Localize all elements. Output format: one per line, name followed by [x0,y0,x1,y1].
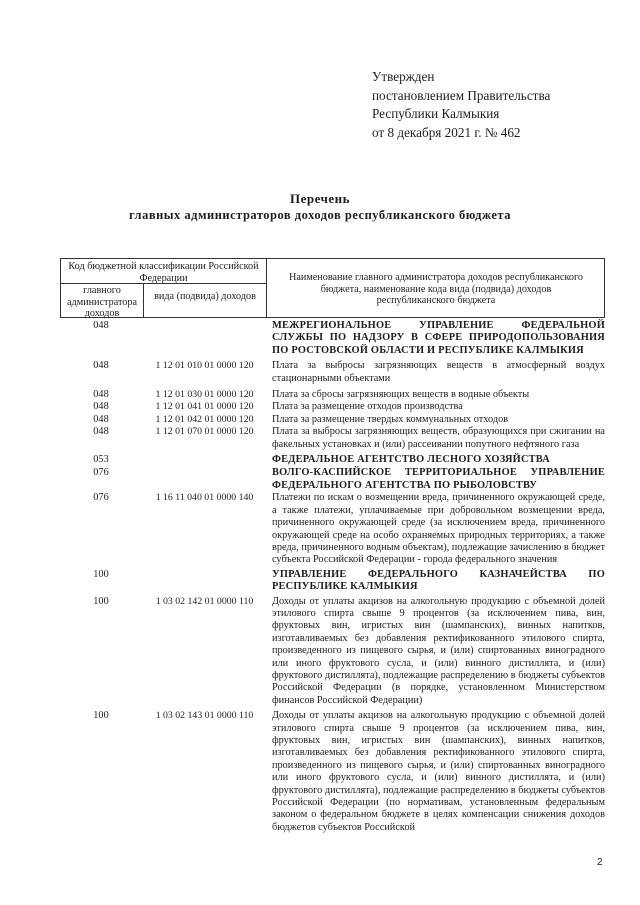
income-code: 1 12 01 030 01 0000 120 [155,389,254,401]
admin-code: 048 [93,413,109,425]
admin-code: 048 [93,320,109,331]
header-col-code: вида (подвида) доходов [154,291,256,302]
income-description: Доходы от уплаты акцизов на алкогольную продукцию с объемной долей этилового спирта свыше 9 процентов (за исключением пива, вин, фруктовых вин, игристых вин (шампанских), винных напитков, изготавливаемых без добавления ректификованного этилового спирта, произведенного из пищевого сырья, и (или) спиртованных виноградного или иного фруктового сусла, и (или) винного дистиллята, и (или) фруктового дистиллята), подлежащие распределению в бюджеты субъектов Российской Федерации (по нормативам, установленным федеральным законом о федеральном бюджете в целях компенсации снижения доходов бюджетов субъектов Российской [272,710,605,833]
approval-date-line: от 8 декабря 2021 г. № 462 [372,124,521,140]
page-number: 2 [597,857,603,868]
approval-line: постановлением Правительства [372,87,551,103]
admin-code: 076 [93,492,109,504]
income-description: Платежи по искам о возмещении вреда, причиненного окружающей среде, а также платежи, уплачиваемые при добровольном возмещении вреда, причиненного окружающей среде (за исключением вреда, причиненного окружающей среде на особо охраняемых природных территориях, а также вреда, причиненного водным объектам), подлежащие зачислению в бюджет субъекта Российской Федерации - города федерального значения [272,492,605,566]
income-code: 1 12 01 042 01 0000 120 [155,413,254,425]
administrator-name: УПРАВЛЕНИЕ ФЕДЕРАЛЬНОГО КАЗНАЧЕЙСТВА ПО РЕСПУБЛИКЕ КАЛМЫКИЯ [272,568,605,593]
income-description: Плата за сбросы загрязняющих веществ в водные объекты [272,389,530,401]
document-title: Перечень [289,191,351,206]
approval-line: Утвержден [372,69,435,84]
table-body [60,320,605,836]
income-code: 1 03 02 142 01 0000 110 [155,595,254,607]
income-description: Плата за размещение отходов производства [272,401,463,413]
table-row [60,401,605,413]
admin-code: 048 [93,360,109,372]
approval-block [372,68,550,142]
table-row [60,710,605,834]
table-row [60,467,605,492]
admin-code: 048 [93,426,109,438]
header-divider [266,259,267,317]
administrator-name: ВОЛГО-КАСПИЙСКОЕ ТЕРРИТОРИАЛЬНОЕ УПРАВЛЕНИЕ ФЕДЕРАЛЬНОГО АГЕНТСТВА ПО РЫБОЛОВСТВУ [272,467,605,491]
table-row [60,360,605,385]
header-col-admin: главного администратора доходов [67,285,137,319]
header-code-group: Код бюджетной классификации Российской Федерации [68,261,259,284]
admin-code: 076 [93,467,109,479]
income-description: Плата за размещение твердых коммунальных отходов [272,413,509,425]
income-code: 1 12 01 010 01 0000 120 [155,360,254,372]
table-row [60,389,605,401]
table-row [60,596,605,708]
income-code: 1 16 11 040 01 0000 140 [155,492,254,504]
table-row [60,414,605,426]
income-code: 1 12 01 041 01 0000 120 [155,401,254,413]
document-subtitle: главных администраторов доходов республиканского бюджета [129,208,511,222]
admin-code: 048 [93,401,109,413]
admin-code: 048 [93,389,109,401]
income-code: 1 12 01 070 01 0000 120 [155,426,254,438]
table-row [60,426,605,451]
admin-code: 100 [93,595,109,607]
admin-code: 100 [93,710,109,722]
header-divider [61,283,266,284]
administrator-name: ФЕДЕРАЛЬНОЕ АГЕНТСТВО ЛЕСНОГО ХОЗЯЙСТВА [272,454,550,466]
table-row [60,320,605,357]
table-row [60,454,605,466]
administrator-name: МЕЖРЕГИОНАЛЬНОЕ УПРАВЛЕНИЕ ФЕДЕРАЛЬНОЙ СЛУЖБЫ ПО НАДЗОРУ В СФЕРЕ ПРИРОДОПОЛЬЗОВАНИЯ ПО РОСТОВСКОЙ ОБЛАСТИ И РЕСПУБЛИКЕ КАЛМЫКИЯ [272,320,605,356]
approval-line: Республики Калмыкия [372,106,500,121]
income-description: Доходы от уплаты акцизов на алкогольную продукцию с объемной долей этилового спирта свыше 9 процентов (за исключением пива, вин, фруктовых вин, игристых вин (шампанских), винных напитков, изготавливаемых без добавления ректификованного этилового спирта, произведенного из пищевого сырья, и (или) спиртованных виноградного или иного фруктового сусла, и (или) винного дистиллята, и (или) фруктового дистиллята), подлежащие распределению в бюджеты субъектов Российской Федерации (в порядке, установленном Министерством финансов Российской Федерации) [272,595,605,706]
table-header [60,258,605,318]
admin-code: 100 [93,568,109,580]
admin-code: 053 [93,454,109,466]
income-description: Плата за выбросы загрязняющих веществ в атмосферный воздух стационарными объектами [272,360,605,384]
header-col-name: Наименование главного администратора доходов республиканского бюджета, наименование кода вида (подвида) доходов республиканского бюджета [289,272,583,306]
table-row [60,492,605,566]
table-row [60,569,605,594]
income-description: Плата за выбросы загрязняющих веществ, образующихся при сжигании на факельных установках и (или) рассеивании попутного нефтяного газа [272,426,605,450]
income-code: 1 03 02 143 01 0000 110 [155,710,254,722]
